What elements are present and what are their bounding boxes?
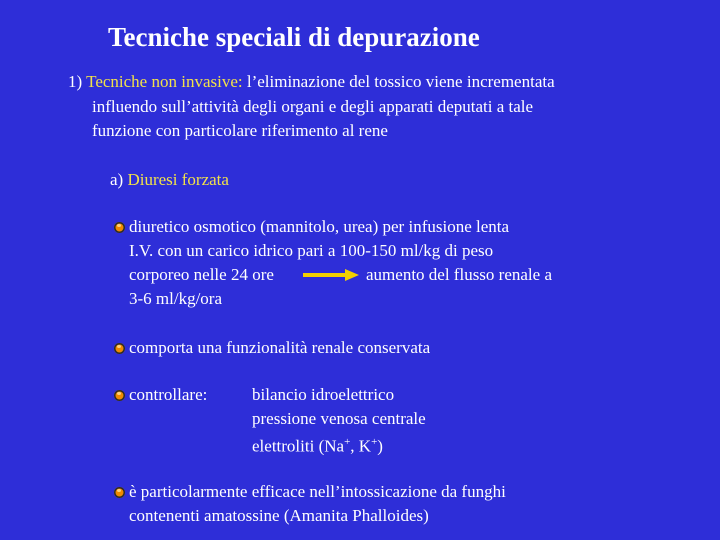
bullet-1-dot-icon (114, 222, 125, 233)
bullet-1-line-3-left: corporeo nelle 24 ore (129, 265, 274, 284)
bullet-1-line-3-right: aumento del flusso renale a (366, 265, 552, 284)
bullet-4-dot-icon (114, 487, 125, 498)
bullet-3-dot-icon (114, 390, 125, 401)
bullet-3-item-1: bilancio idroelettrico (252, 385, 395, 404)
point-1-heading: Tecniche non invasive: (86, 72, 243, 91)
sub-a-heading-line (110, 168, 229, 191)
point-1-text: l’eliminazione del tossico viene incrementata (246, 72, 555, 91)
bullet-4-line-2: contenenti amatossine (Amanita Phalloides) (129, 506, 429, 525)
bullet-1-line-2: I.V. con un carico idrico pari a 100-150 ml/kg di peso (129, 241, 494, 260)
point-1-line-3: funzione con particolare riferimento al rene (92, 121, 388, 140)
bullet-4-line-1: è particolarmente efficace nell’intossicazione da funghi (129, 482, 506, 501)
bullet-3-item-3: elettroliti (Na+, K+) (252, 436, 383, 456)
bullet-2-line-1: comporta una funzionalità renale conservata (129, 338, 431, 357)
point-1-line-2: influendo sull’attività degli organi e degli apparati deputati a tale (92, 97, 534, 116)
sub-a-letter: a) (110, 170, 124, 189)
right-arrow-icon (303, 268, 359, 282)
point-1-number: 1) (68, 72, 83, 91)
sub-a-heading: Diuresi forzata (127, 170, 229, 189)
slide-title: Tecniche speciali di depurazione (108, 22, 480, 52)
bullet-3-label: controllare: (129, 385, 208, 404)
bullet-1-line-4: 3-6 ml/kg/ora (129, 289, 223, 308)
bullet-2-dot-icon (114, 343, 125, 354)
point-1-line-1 (68, 70, 555, 93)
bullet-3-item-2: pressione venosa centrale (252, 409, 426, 428)
bullet-1-line-1: diuretico osmotico (mannitolo, urea) per infusione lenta (129, 217, 510, 236)
